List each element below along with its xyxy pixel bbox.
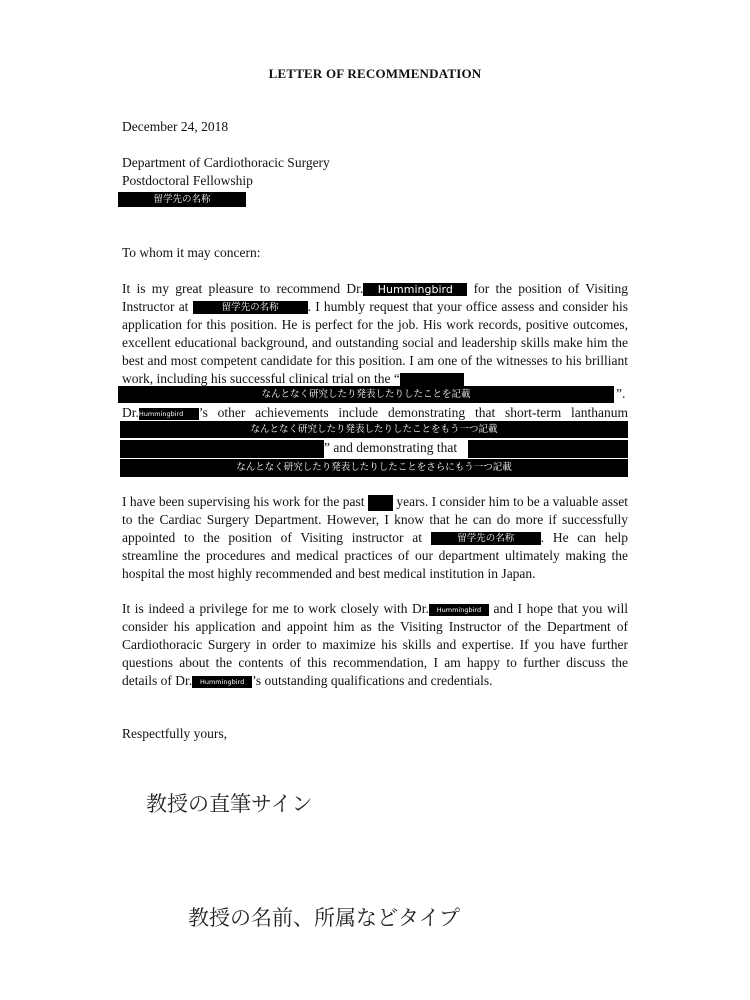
institution-redaction: 留学先の名称	[193, 301, 308, 314]
p1-text-4: ”.	[616, 386, 626, 401]
p2-text-1: I have been supervising his work for the past	[122, 494, 365, 509]
recipient-department: Department of Cardiothoracic Surgery	[122, 155, 330, 170]
paragraph-1-continued	[122, 404, 628, 422]
p2-text-3: . He can help streamline the procedures and medical practices of our department ultimately making the hospital the most highly recommended and best medical institution in Japan.	[122, 530, 629, 581]
p1-text-3: . I humbly request that your office assess and consider his application for this position. He is perfect for the job. His work records, positive outcomes, excellent educational background, and outstanding social and leadership skills make him the best and most competent candidate for this position. I am one of the witnesses to his brilliant work, including his successful clinical trial on the “	[122, 299, 629, 386]
years-redaction	[368, 495, 393, 511]
typed-name-placeholder: 教授の名前、所属などタイプ	[188, 906, 460, 930]
p1-text-2: for the position of Visiting Instructor at	[122, 281, 628, 314]
closing: Respectfully yours,	[122, 726, 227, 741]
research-2-continued-redaction	[120, 440, 324, 458]
letter-date: December 24, 2018	[122, 119, 229, 134]
p3-text-1: It is indeed a privilege for me to work closely with Dr.	[122, 601, 429, 616]
salutation: To whom it may concern:	[122, 245, 261, 260]
candidate-name-redaction-2: Hummingbird	[429, 604, 489, 616]
recipient-program: Postdoctoral Fellowship	[122, 173, 253, 188]
p1-text-6: ’s other achievements include demonstrating that short-term lanthanum	[198, 405, 628, 420]
paragraph-2	[122, 493, 628, 583]
recipient-institution-redaction: 留学先の名称	[118, 192, 246, 207]
p1-text-7: ” and demonstrating that	[324, 440, 458, 455]
p1-text-1: It is my great pleasure to recommend Dr.	[122, 281, 364, 296]
research-3-start-redaction	[468, 440, 628, 458]
research-1-redaction: なんとなく研究したり発表したりしたことを記載	[118, 386, 614, 403]
candidate-name-redaction-3: Hummingbird	[192, 676, 252, 688]
paragraph-3	[122, 600, 628, 690]
p1-text-5: Dr.	[122, 405, 139, 420]
p3-text-3: ’s outstanding qualifications and credentials.	[252, 673, 493, 688]
signature-placeholder: 教授の直筆サイン	[146, 792, 313, 816]
letter-title: LETTER OF RECOMMENDATION	[268, 66, 482, 81]
p3-text-2: and I hope that you will consider his application and appoint him as the Visiting Instructor of the Department of Cardiothoracic Surgery in order to maximize his skills and expertise. If you have further questions about the contents of this recommendation, I am happy to further discuss the details of Dr.	[122, 601, 628, 688]
p2-text-2: years. I consider him to be a valuable asset to the Cardiac Surgery Department. However, I know that he can do more if successfully appointed to the position of Visiting instructor at	[122, 494, 629, 545]
trial-name-redaction	[400, 373, 464, 386]
research-3-redaction: なんとなく研究したり発表したりしたことをさらにもう一つ記載	[120, 459, 628, 477]
paragraph-1	[122, 280, 628, 388]
candidate-name-small-redaction: Hummingbird	[139, 408, 199, 420]
candidate-name-redaction: Hummingbird	[363, 283, 467, 296]
institution-redaction-2: 留学先の名称	[431, 532, 541, 545]
research-2-redaction: なんとなく研究したり発表したりしたことをもう一つ記載	[120, 421, 628, 438]
